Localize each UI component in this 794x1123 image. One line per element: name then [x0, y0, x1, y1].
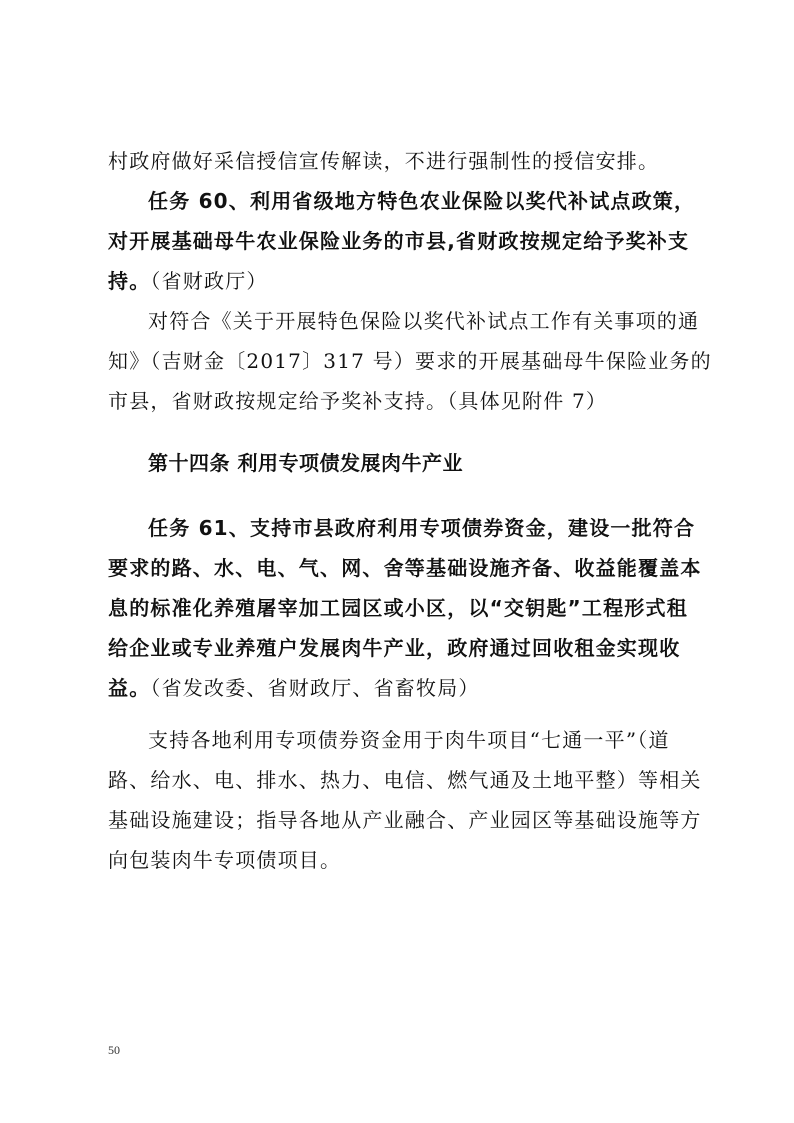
text-line: 村政府做好采信授信宣传解读，不进行强制性的授信安排。	[108, 149, 660, 173]
task-61-line-2: 要求的路、水、电、气、网、舍等基础设施齐备、收益能覆盖本	[108, 556, 702, 580]
para-61-line-2: 路、给水、电、排水、热力、电信、燃气通及土地平整）等相关	[108, 768, 702, 792]
task-61-end: 益。	[108, 676, 151, 700]
task-60-line-2: 对开展基础母牛农业保险业务的市县,省财政按规定给予奖补支	[108, 229, 690, 253]
para-61-line-4: 向包装肉牛专项债项目。	[108, 848, 342, 872]
task-61-line-1: 任务 61、支持市县政府利用专项债券资金，建设一批符合	[148, 516, 696, 540]
para-61-line-3: 基础设施建设；指导各地从产业融合、产业园区等基础设施等方	[108, 808, 702, 832]
para-60-line-2: 知》（吉财金〔2017〕317 号）要求的开展基础母牛保险业务的	[108, 349, 712, 373]
task-60-line-3	[108, 268, 692, 294]
task-60-line-1: 任务 60、利用省级地方特色农业保险以奖代补试点政策，	[148, 189, 696, 213]
task-60-dept: （省财政厅）	[150, 269, 268, 293]
task-61-line-3: 息的标准化养殖屠宰加工园区或小区，以“交钥匙”工程形式租	[108, 596, 688, 620]
para-61-line-1: 支持各地利用专项债券资金用于肉牛项目“七通一平”（道	[148, 728, 670, 752]
section-heading: 第十四条 利用专项债发展肉牛产业	[148, 451, 463, 475]
task-60-end: 持。	[108, 269, 151, 293]
task-61-line-4: 给企业或专业养殖户发展肉牛产业，政府通过回收租金实现收	[108, 636, 681, 660]
task-61-line-5	[108, 675, 692, 701]
para-60-line-1: 对符合《关于开展特色保险以奖代补试点工作有关事项的通	[148, 309, 700, 333]
task-61-dept: （省发改委、省财政厅、省畜牧局）	[150, 676, 480, 700]
para-60-line-3: 市县，省财政按规定给予奖补支持。（具体见附件 7）	[108, 389, 608, 413]
page-number: 50	[108, 1043, 120, 1057]
